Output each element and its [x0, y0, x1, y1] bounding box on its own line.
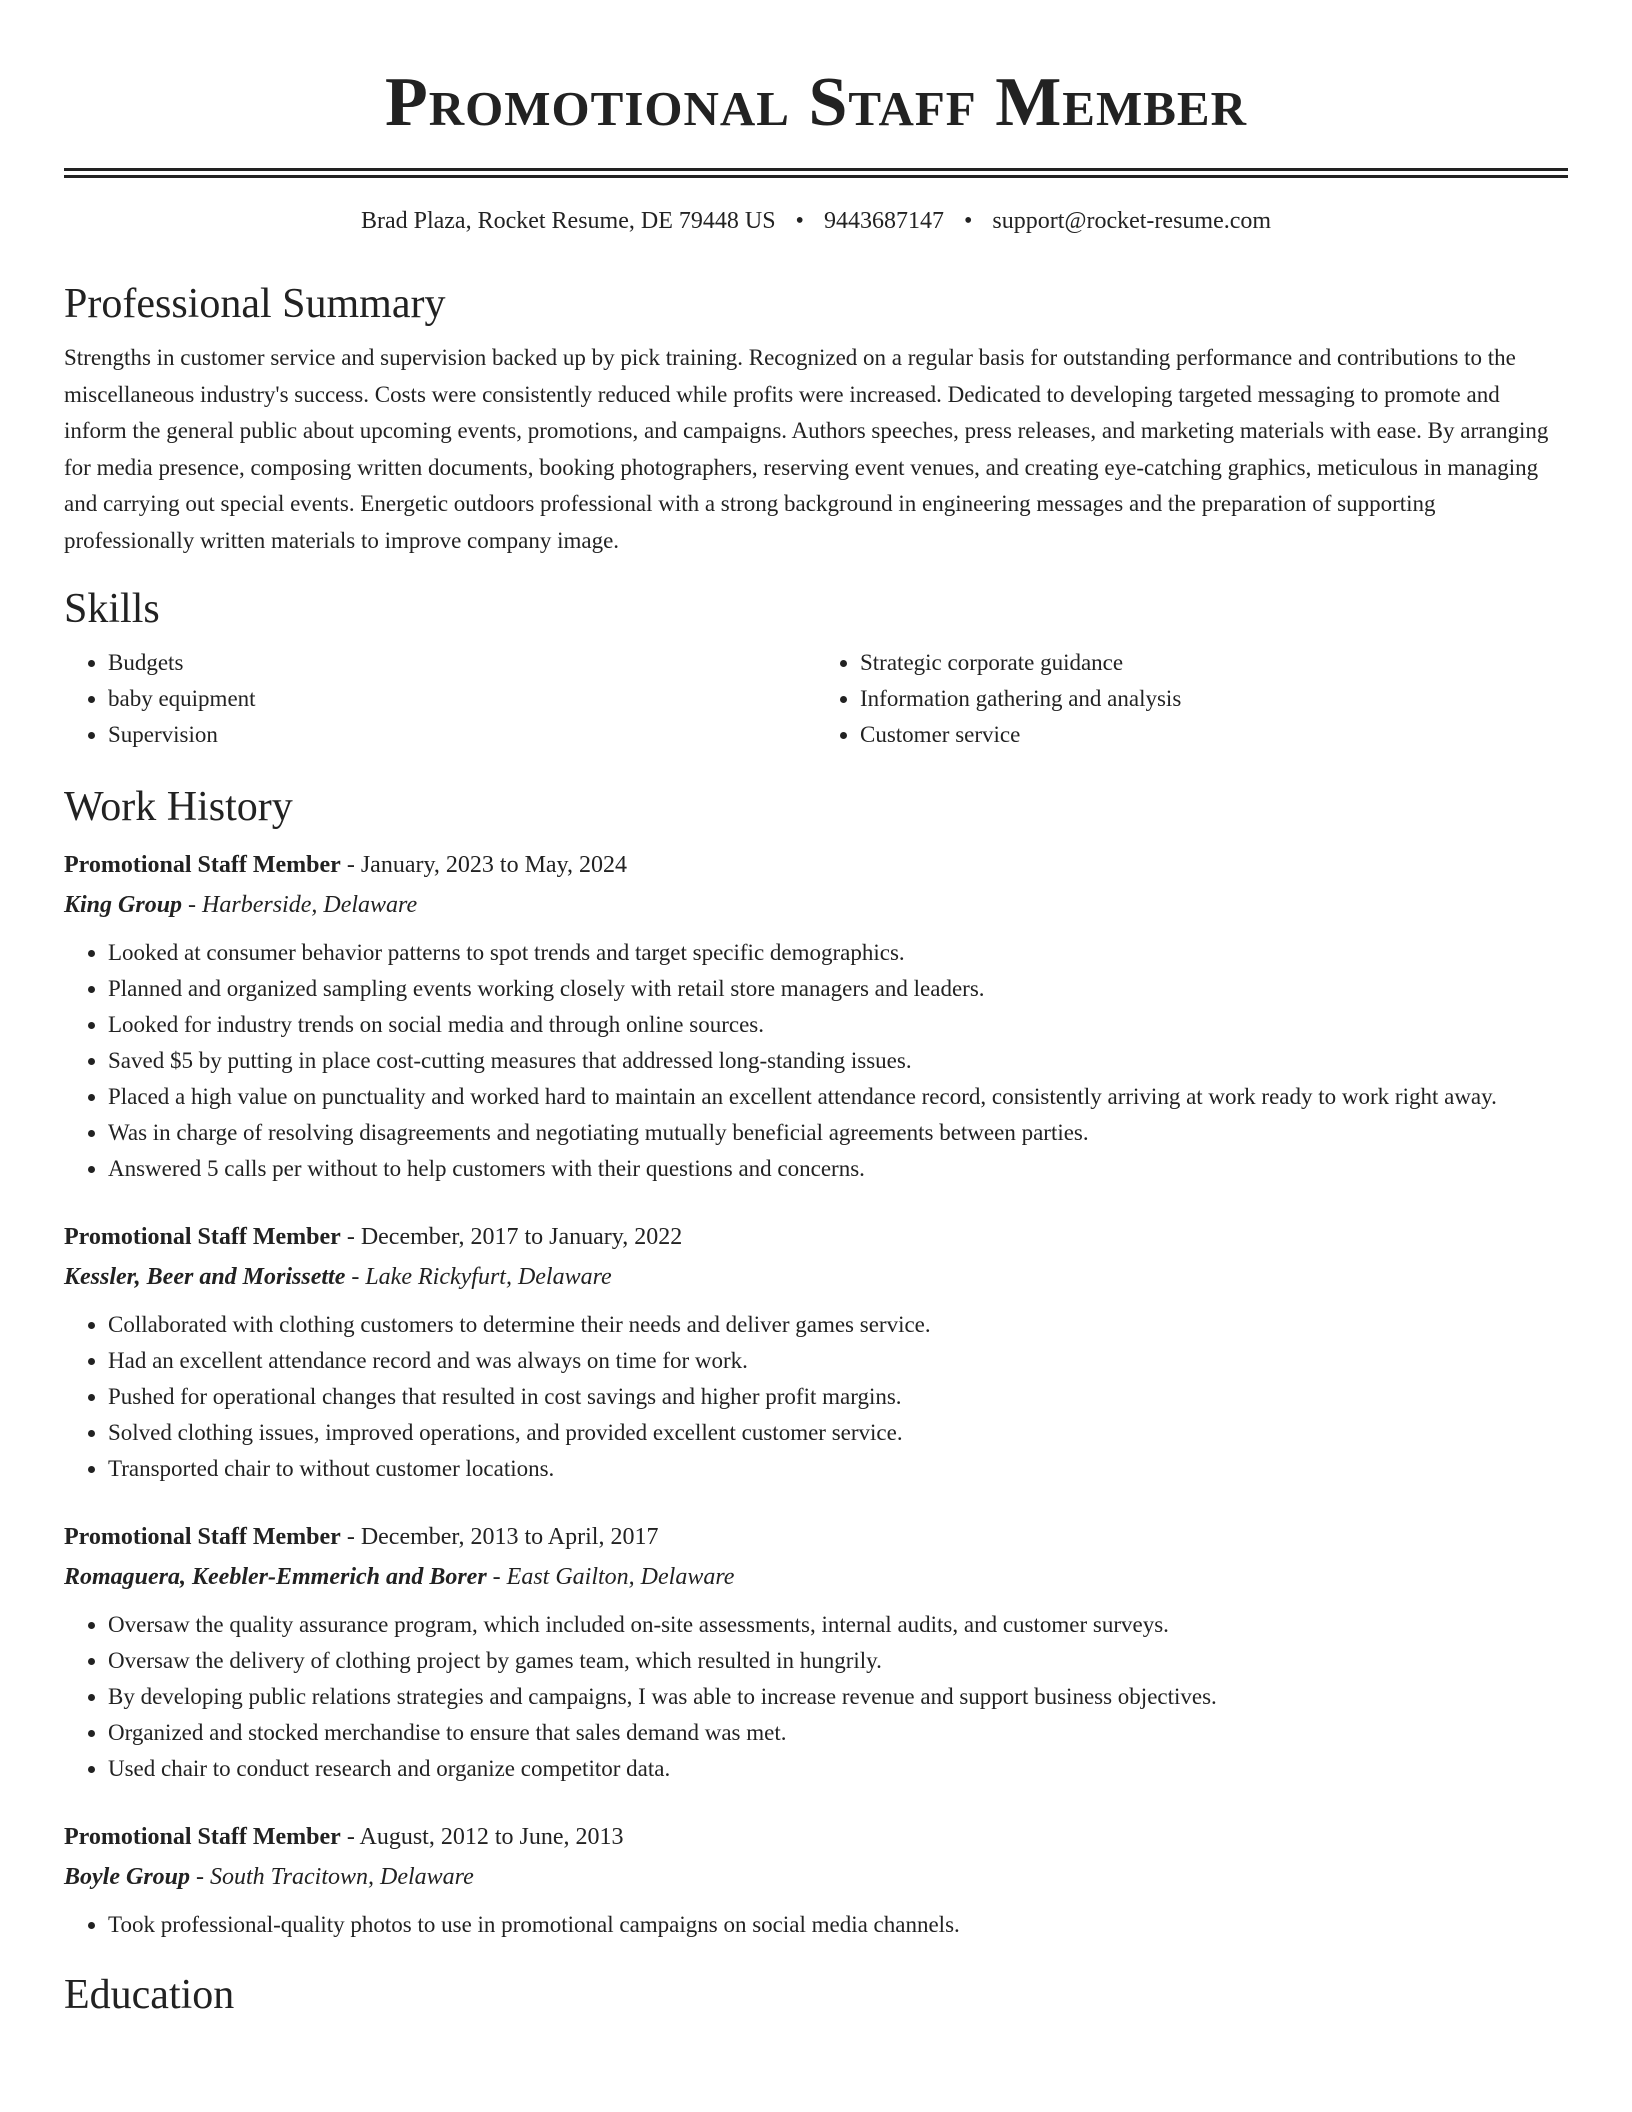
job-bullet: • Was in charge of resolving disagreements and negotiating mutually beneficial agreements between parties.	[108, 1115, 1568, 1151]
summary-text: Strengths in customer service and supervision backed up by pick training. Recognized on a regular basis for outstanding performance and contributions to the miscellaneous industry's success. Costs were consistently reduced while profits were increased. Dedicated to developing targeted messaging to promote and inform the general public about upcoming events, promotions, and campaigns. Authors speeches, press releases, and marketing materials with ease. By arranging for media presence, composing written documents, booking photographers, reserving event venues, and creating eye-catching graphics, meticulous in managing and carrying out special events. Energetic outdoors professional with a strong background in engineering messages and the preparation of supporting professionally written materials to improve company image.	[64, 345, 1549, 553]
job-bullet: • Organized and stocked merchandise to ensure that sales demand was met.	[108, 1715, 1568, 1751]
job-bullet: • Looked for industry trends on social media and through online sources.	[108, 1007, 1568, 1043]
company-line	[64, 1857, 1568, 1897]
job-bullet: • Oversaw the delivery of clothing project by games team, which resulted in hungrily.	[108, 1643, 1568, 1679]
job-bullet: • Collaborated with clothing customers to determine their needs and deliver games service.	[108, 1307, 1568, 1343]
job-bullet: • Used chair to conduct research and organize competitor data.	[108, 1751, 1568, 1787]
job-title: Promotional Staff Member	[64, 1524, 341, 1550]
job-bullet: • Took professional-quality photos to use in promotional campaigns on social media channels.	[108, 1907, 1568, 1943]
job-bullets	[64, 1607, 1568, 1787]
header-double-rule	[64, 168, 1568, 178]
skills-grid	[64, 645, 1568, 753]
contact-phone: 9443687147	[823, 208, 944, 234]
company-name: Romaguera, Keebler-Emmerich and Borer	[64, 1564, 487, 1590]
candidate-name: Promotional Staff Member	[385, 64, 1247, 141]
skills-column-left	[64, 645, 816, 753]
work-history-heading: Work History	[64, 784, 293, 830]
job-entry	[64, 1817, 1568, 1943]
company-line	[64, 1257, 1568, 1297]
job-title-line	[64, 1217, 1568, 1257]
company-location: - Lake Rickyfurt, Delaware	[345, 1264, 612, 1290]
job-bullet: • Planned and organized sampling events working closely with retail store managers and leaders.	[108, 971, 1568, 1007]
contact-separator: •	[795, 208, 804, 234]
job-bullets	[64, 935, 1568, 1187]
job-dates: - January, 2023 to May, 2024	[340, 852, 627, 878]
company-name: Boyle Group	[64, 1864, 190, 1890]
job-bullet: • Oversaw the quality assurance program, which included on-site assessments, internal audits, and customer surveys.	[108, 1607, 1568, 1643]
skills-column-right	[816, 645, 1568, 753]
job-bullet: • Placed a high value on punctuality and worked hard to maintain an excellent attendance record, consistently arriving at work ready to work right away.	[108, 1079, 1568, 1115]
job-entry	[64, 1217, 1568, 1487]
job-bullet: • Solved clothing issues, improved operations, and provided excellent customer service.	[108, 1415, 1568, 1451]
company-name: Kessler, Beer and Morissette	[64, 1264, 346, 1290]
job-title-line	[64, 1817, 1568, 1857]
job-bullet: • Looked at consumer behavior patterns to spot trends and target specific demographics.	[108, 935, 1568, 971]
job-bullet: • Pushed for operational changes that resulted in cost savings and higher profit margins.	[108, 1379, 1568, 1415]
education-heading: Education	[64, 1972, 235, 2018]
job-bullets	[64, 1907, 1568, 1943]
job-bullet: • Saved $5 by putting in place cost-cutting measures that addressed long-standing issues.	[108, 1043, 1568, 1079]
contact-address: Brad Plaza, Rocket Resume, DE 79448 US	[360, 208, 776, 234]
skill-item: • Supervision	[108, 717, 816, 753]
job-bullet: • By developing public relations strategies and campaigns, I was able to increase revenue and support business objectives.	[108, 1679, 1568, 1715]
skill-item: • Budgets	[108, 645, 816, 681]
job-entry	[64, 845, 1568, 1187]
skills-heading: Skills	[64, 586, 160, 632]
company-location: - South Tracitown, Delaware	[190, 1864, 474, 1890]
company-line	[64, 1557, 1568, 1597]
job-bullet: • Transported chair to without customer locations.	[108, 1451, 1568, 1487]
job-bullet: • Answered 5 calls per without to help customers with their questions and concerns.	[108, 1151, 1568, 1187]
job-dates: - December, 2017 to January, 2022	[340, 1224, 683, 1250]
contact-email: support@rocket-resume.com	[992, 208, 1272, 234]
job-bullet: • Had an excellent attendance record and was always on time for work.	[108, 1343, 1568, 1379]
skill-item: • baby equipment	[108, 681, 816, 717]
skill-item: • Customer service	[860, 717, 1568, 753]
skill-item: • Information gathering and analysis	[860, 681, 1568, 717]
job-title: Promotional Staff Member	[64, 1224, 341, 1250]
summary-heading: Professional Summary	[64, 281, 446, 327]
job-dates: - August, 2012 to June, 2013	[340, 1824, 624, 1850]
contact-separator: •	[963, 208, 973, 234]
job-title-line	[64, 845, 1568, 885]
company-location: - Harberside, Delaware	[182, 892, 418, 918]
job-dates: - December, 2013 to April, 2017	[340, 1524, 659, 1550]
job-title-line	[64, 1517, 1568, 1557]
company-name: King Group	[64, 892, 183, 918]
contact-line	[64, 204, 1568, 238]
skill-item: • Strategic corporate guidance	[860, 645, 1568, 681]
job-entry	[64, 1517, 1568, 1787]
company-location: - East Gailton, Delaware	[486, 1564, 735, 1590]
job-bullets	[64, 1307, 1568, 1487]
company-line	[64, 885, 1568, 925]
job-title: Promotional Staff Member	[64, 852, 341, 878]
job-title: Promotional Staff Member	[64, 1824, 341, 1850]
